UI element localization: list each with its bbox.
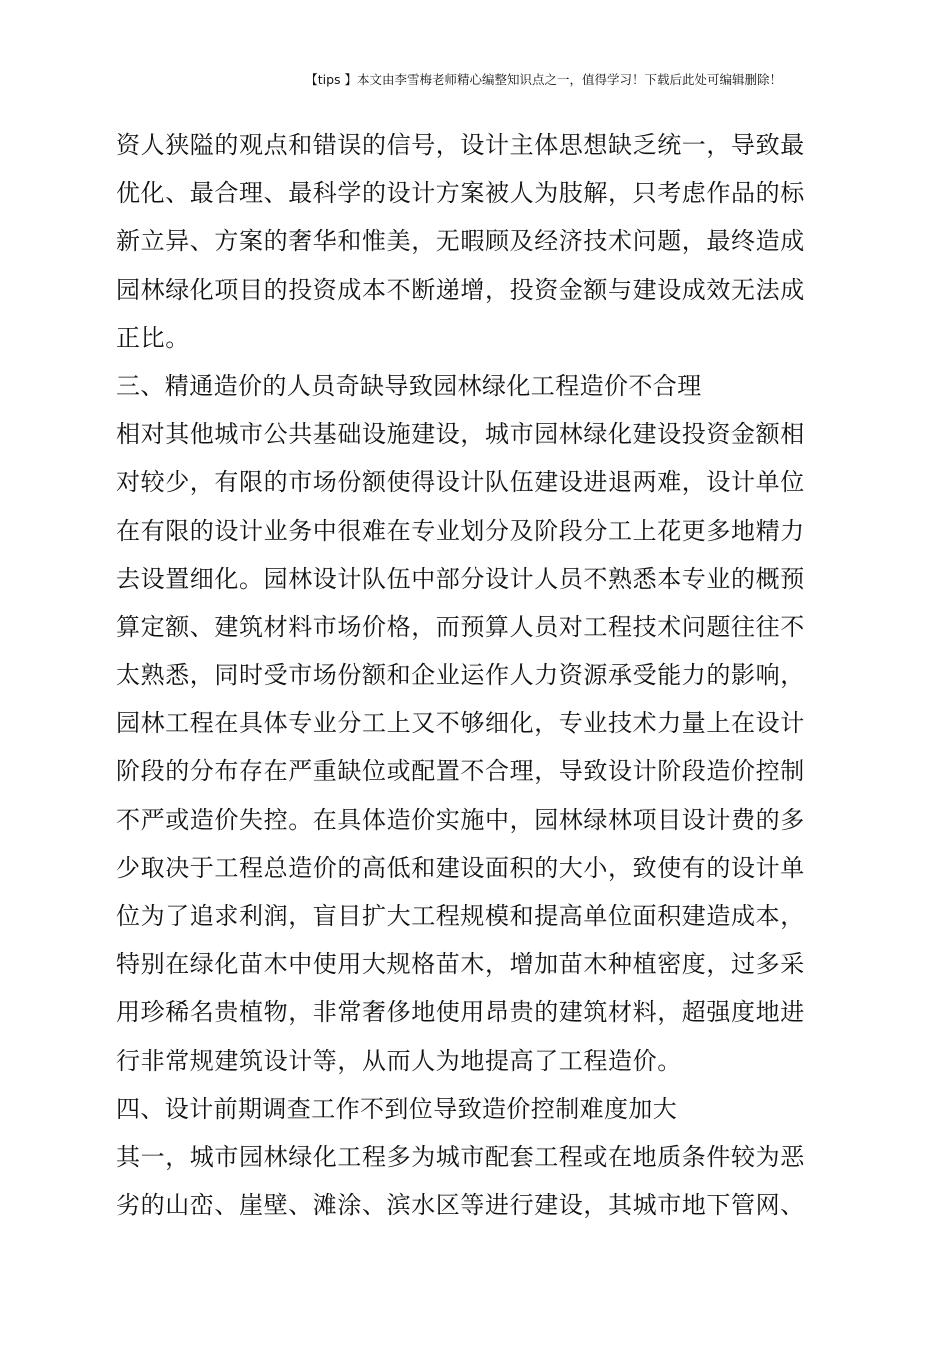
text-line: 行非常规建筑设计等，从而人为地提高了工程造价。: [116, 1046, 682, 1075]
text-line: 特别在绿化苗木中使用大规格苗木，增加苗木种植密度，过多采: [116, 950, 805, 979]
text-line: 去设置细化。园林设计队伍中部分设计人员不熟悉本专业的概预: [116, 564, 805, 593]
text-line: 园林工程在具体专业分工上又不够细化，专业技术力量上在设计: [116, 709, 805, 738]
text-line: 不严或造价失控。在具体造价实施中，园林绿林项目设计费的多: [116, 805, 805, 834]
text-line: 劣的山峦、崖壁、滩涂、滨水区等进行建设，其城市地下管网、: [116, 1191, 805, 1220]
text-line: 资人狭隘的观点和错误的信号，设计主体思想缺乏统一，导致最: [116, 131, 805, 159]
section-heading-3: 三、精通造价的人员奇缺导致园林绿化工程造价不合理: [116, 371, 702, 400]
document-body: [116, 121, 805, 1229]
text-line: 少取决于工程总造价的高低和建设面积的大小，致使有的设计单: [116, 853, 805, 882]
text-line: 优化、最合理、最科学的设计方案被人为肢解，只考虑作品的标: [116, 179, 805, 208]
text-line: 太熟悉，同时受市场份额和企业运作人力资源承受能力的影响，: [116, 661, 805, 690]
header-tip: 【tips 】本文由李雪梅老师精心编整知识点之一，值得学习！下载后此处可编辑删除！: [305, 72, 782, 87]
text-line: 新立异、方案的奢华和惟美，无暇顾及经济技术问题，最终造成: [116, 227, 805, 256]
text-line: 在有限的设计业务中很难在专业划分及阶段分工上花更多地精力: [116, 516, 805, 545]
text-line: 园林绿化项目的投资成本不断递增，投资金额与建设成效无法成: [116, 275, 805, 304]
section-heading-4: 四、设计前期调查工作不到位导致造价控制难度加大: [116, 1094, 678, 1123]
text-line: 位为了追求利润，盲目扩大工程规模和提高单位面积建造成本，: [116, 902, 805, 930]
text-line: 相对其他城市公共基础设施建设，城市园林绿化建设投资金额相: [116, 420, 805, 449]
text-line: 算定额、建筑材料市场价格，而预算人员对工程技术问题往往不: [116, 612, 805, 641]
text-line: 阶段的分布存在严重缺位或配置不合理，导致设计阶段造价控制: [116, 757, 805, 786]
text-line: 正比。: [116, 323, 190, 352]
text-line: 对较少，有限的市场份额使得设计队伍建设进退两难，设计单位: [116, 468, 805, 497]
text-line: 用珍稀名贵植物，非常奢侈地使用昂贵的建筑材料，超强度地进: [116, 998, 805, 1027]
text-line: 其一，城市园林绿化工程多为城市配套工程或在地质条件较为恶: [116, 1142, 805, 1171]
